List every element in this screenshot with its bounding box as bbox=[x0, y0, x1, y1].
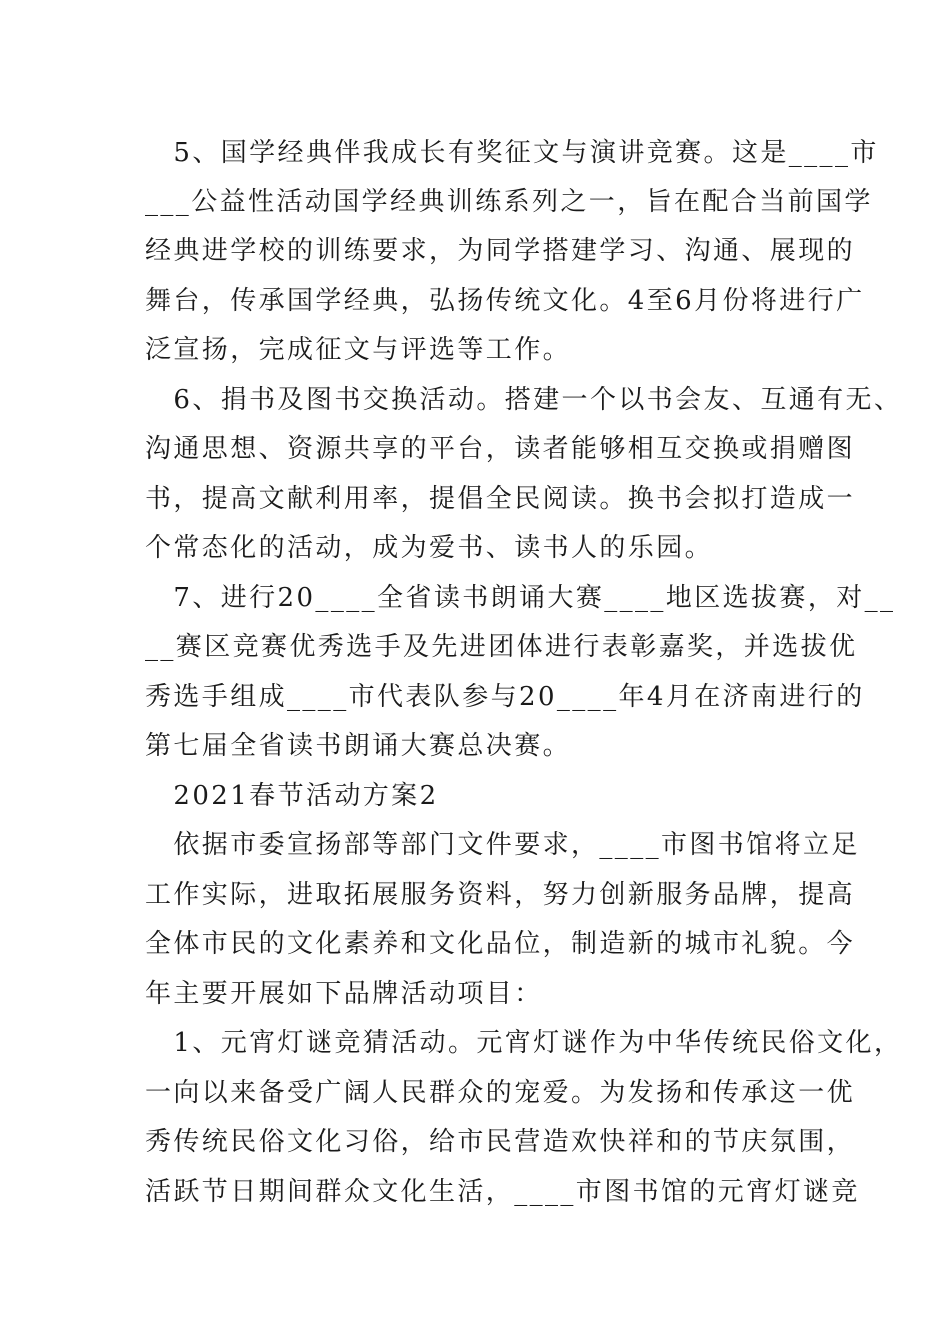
text-line: 书，提高文献利用率，提倡全民阅读。换书会拟打造成一 bbox=[145, 484, 856, 514]
text-line: 6、捐书及图书交换活动。搭建一个以书会友、互通有无、 bbox=[145, 385, 903, 415]
section-heading: 2021春节活动方案2 bbox=[145, 781, 439, 811]
text-line: 活跃节日期间群众文化生活，____市图书馆的元宵灯谜竞 bbox=[145, 1177, 860, 1207]
text-line: 舞台，传承国学经典，弘扬传统文化。4至6月份将进行广 bbox=[145, 286, 865, 316]
text-line: 一向以来备受广阔人民群众的宠爱。为发扬和传承这一优 bbox=[145, 1078, 856, 1108]
text-line: 个常态化的活动，成为爱书、读书人的乐园。 bbox=[145, 533, 714, 563]
text-line: 沟通思想、资源共享的平台，读者能够相互交换或捐赠图 bbox=[145, 434, 856, 464]
text-line: 秀选手组成____市代表队参与20____年4月在济南进行的 bbox=[145, 682, 865, 712]
text-line: 7、进行20____全省读书朗诵大赛____地区选拔赛，对__ bbox=[145, 583, 896, 613]
text-line: 秀传统民俗文化习俗，给市民营造欢快祥和的节庆氛围， bbox=[145, 1127, 856, 1157]
text-line: 经典进学校的训练要求，为同学搭建学习、沟通、展现的 bbox=[145, 236, 856, 266]
text-line: 5、国学经典伴我成长有奖征文与演讲竞赛。这是____市 bbox=[145, 138, 879, 168]
text-line: 工作实际，进取拓展服务资料，努力创新服务品牌，提高 bbox=[145, 880, 856, 910]
text-line: __赛区竞赛优秀选手及先进团体进行表彰嘉奖，并选拔优 bbox=[145, 632, 858, 662]
text-line: 全体市民的文化素养和文化品位，制造新的城市礼貌。今 bbox=[145, 929, 856, 959]
text-line: 依据市委宣扬部等部门文件要求，____市图书馆将立足 bbox=[145, 830, 860, 860]
text-line: 第七届全省读书朗诵大赛总决赛。 bbox=[145, 731, 572, 761]
text-line: 泛宣扬，完成征文与评选等工作。 bbox=[145, 335, 572, 365]
text-line: ___公益性活动国学经典训练系列之一，旨在配合当前国学 bbox=[145, 187, 873, 217]
text-line: 1、元宵灯谜竞猜活动。元宵灯谜作为中华传统民俗文化， bbox=[145, 1028, 903, 1058]
text-line: 年主要开展如下品牌活动项目： bbox=[145, 979, 543, 1009]
